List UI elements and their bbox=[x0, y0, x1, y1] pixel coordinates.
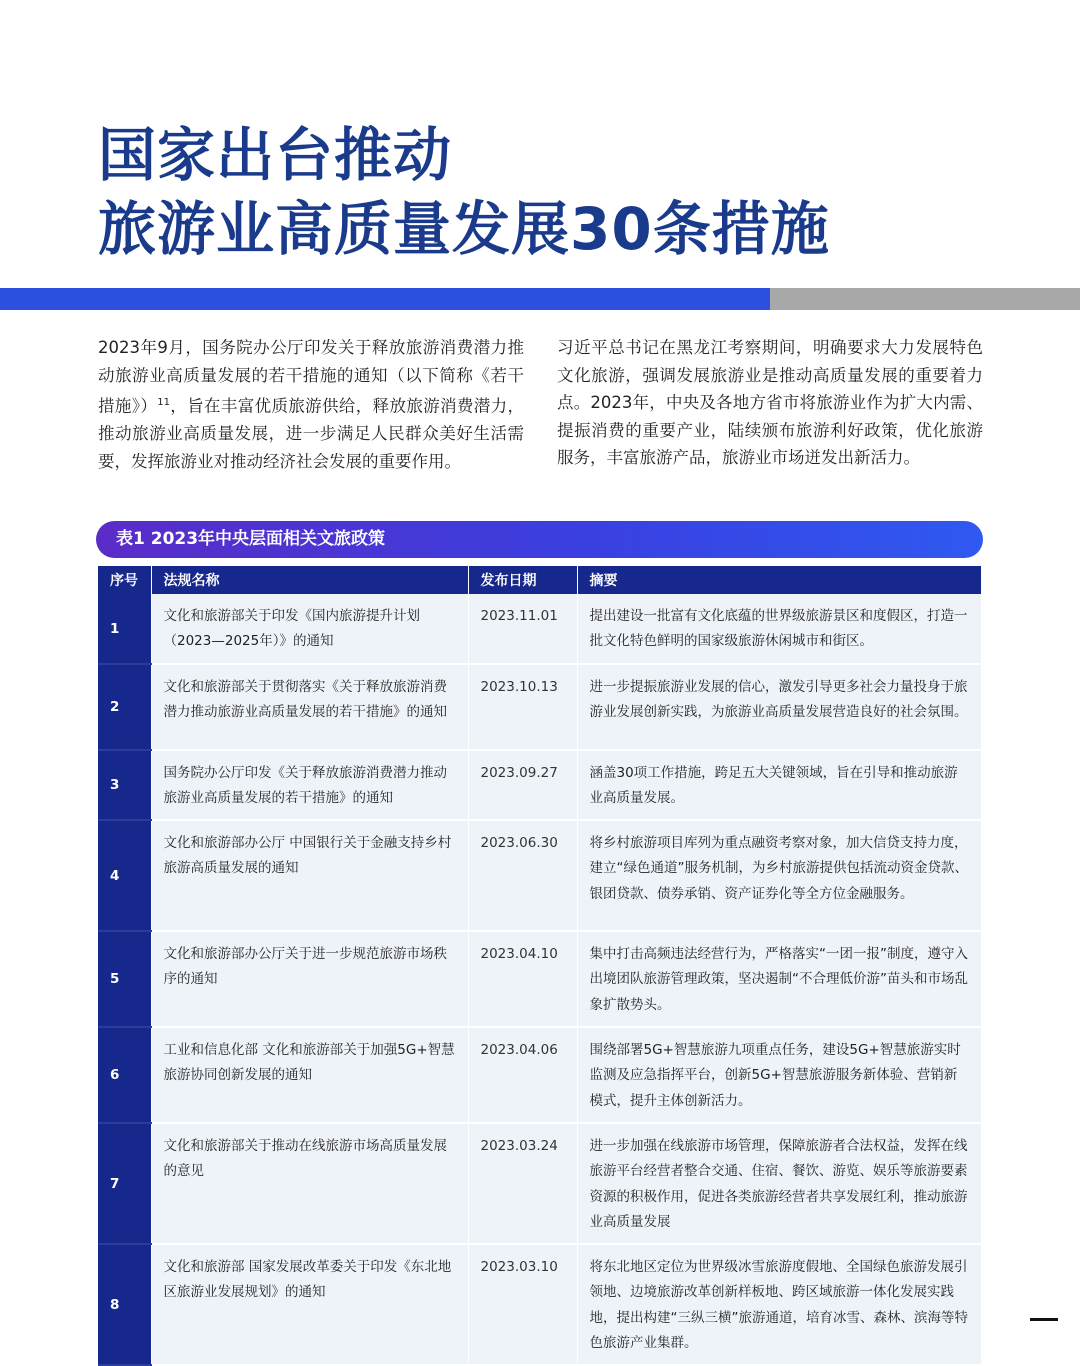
row-date: 2023.09.27 bbox=[468, 750, 577, 821]
table-row bbox=[98, 664, 981, 750]
header-name: 法规名称 bbox=[151, 566, 468, 594]
row-summary: 围绕部署5G+智慧旅游九项重点任务，建设5G+智慧旅游实时监测及应急指挥平台，创新5G+智慧旅游服务新体验、营销新模式，提升主体创新活力。 bbox=[577, 1027, 981, 1123]
row-number: 4 bbox=[98, 820, 151, 931]
intro-paragraph-right: 习近平总书记在黑龙江考察期间，明确要求大力发展特色文化旅游，强调发展旅游业是推动高质量发展的重要着力点。2023年，中央及各地方省市将旅游业作为扩大内需、提振消费的重要产业，陆续颁布旅游利好政策，优化旅游服务，丰富旅游产品，旅游业市场迸发出新活力。 bbox=[557, 338, 983, 467]
intro-paragraph-left bbox=[98, 334, 524, 475]
row-number: 8 bbox=[98, 1244, 151, 1365]
row-date: 2023.11.01 bbox=[468, 594, 577, 664]
row-number: 2 bbox=[98, 664, 151, 750]
row-number: 7 bbox=[98, 1123, 151, 1244]
row-summary: 将东北地区定位为世界级冰雪旅游度假地、全国绿色旅游发展引领地、边境旅游改革创新样板地、跨区域旅游一体化发展实践地，提出构建“三纵三横”旅游通道，培育冰雪、森林、滨海等特色旅游产业集群。 bbox=[577, 1244, 981, 1365]
footnote-ref[interactable]: 11 bbox=[157, 397, 170, 408]
row-summary: 将乡村旅游项目库列为重点融资考察对象，加大信贷支持力度，建立“绿色通道”服务机制，为乡村旅游提供包括流动资金贷款、银团贷款、债券承销、资产证券化等全方位金融服务。 bbox=[577, 820, 981, 931]
row-name: 文化和旅游部关于贯彻落实《关于释放旅游消费潜力推动旅游业高质量发展的若干措施》的通知 bbox=[151, 664, 468, 750]
table-row bbox=[98, 1027, 981, 1123]
header-date: 发布日期 bbox=[468, 566, 577, 594]
page-title bbox=[98, 118, 830, 266]
title-line-2: 旅游业高质量发展30条措施 bbox=[98, 195, 830, 263]
table-row bbox=[98, 931, 981, 1027]
row-summary: 涵盖30项工作措施，跨足五大关键领域，旨在引导和推动旅游业高质量发展。 bbox=[577, 750, 981, 821]
row-name: 文化和旅游部关于推动在线旅游市场高质量发展的意见 bbox=[151, 1123, 468, 1244]
table-header-row bbox=[98, 566, 981, 594]
row-name: 国务院办公厅印发《关于释放旅游消费潜力推动旅游业高质量发展的若干措施》的通知 bbox=[151, 750, 468, 821]
row-summary: 提出建设一批富有文化底蕴的世界级旅游景区和度假区，打造一批文化特色鲜明的国家级旅游休闲城市和街区。 bbox=[577, 594, 981, 664]
title-line-1: 国家出台推动 bbox=[98, 121, 453, 189]
row-number: 1 bbox=[98, 594, 151, 664]
table-row bbox=[98, 820, 981, 931]
row-name: 工业和信息化部 文化和旅游部关于加强5G+智慧旅游协同创新发展的通知 bbox=[151, 1027, 468, 1123]
row-date: 2023.03.24 bbox=[468, 1123, 577, 1244]
table-row bbox=[98, 594, 981, 664]
header-no: 序号 bbox=[98, 566, 151, 594]
row-summary: 集中打击高频违法经营行为，严格落实“一团一报”制度，遵守入出境团队旅游管理政策，坚决遏制“不合理低价游”苗头和市场乱象扩散势头。 bbox=[577, 931, 981, 1027]
row-summary: 进一步加强在线旅游市场管理，保障旅游者合法权益，发挥在线旅游平台经营者整合交通、住宿、餐饮、游览、娱乐等旅游要素资源的积极作用，促进各类旅游经营者共享发展红利，推动旅游业高质量发展 bbox=[577, 1123, 981, 1244]
policy-table bbox=[98, 566, 981, 1366]
accent-band bbox=[0, 288, 1080, 310]
row-name: 文化和旅游部办公厅 中国银行关于金融支持乡村旅游高质量发展的通知 bbox=[151, 820, 468, 931]
corner-mark bbox=[1030, 1318, 1058, 1321]
row-date: 2023.10.13 bbox=[468, 664, 577, 750]
table-row bbox=[98, 1244, 981, 1365]
accent-band-gray bbox=[770, 288, 1080, 310]
row-name: 文化和旅游部 国家发展改革委关于印发《东北地区旅游业发展规划》的通知 bbox=[151, 1244, 468, 1365]
row-number: 3 bbox=[98, 750, 151, 821]
row-name: 文化和旅游部关于印发《国内旅游提升计划（2023—2025年）》的通知 bbox=[151, 594, 468, 664]
row-name: 文化和旅游部办公厅关于进一步规范旅游市场秩序的通知 bbox=[151, 931, 468, 1027]
header-summary: 摘要 bbox=[577, 566, 981, 594]
row-summary: 进一步提振旅游业发展的信心，激发引导更多社会力量投身于旅游业发展创新实践，为旅游业高质量发展营造良好的社会氛围。 bbox=[577, 664, 981, 750]
row-number: 6 bbox=[98, 1027, 151, 1123]
table-row bbox=[98, 1123, 981, 1244]
row-number: 5 bbox=[98, 931, 151, 1027]
row-date: 2023.06.30 bbox=[468, 820, 577, 931]
intro-left-text-b: ，旨在丰富优质旅游供给，释放旅游消费潜力，推动旅游业高质量发展，进一步满足人民群众美好生活需要，发挥旅游业对推动经济社会发展的重要作用。 bbox=[98, 396, 525, 471]
row-date: 2023.04.06 bbox=[468, 1027, 577, 1123]
table-row bbox=[98, 750, 981, 821]
accent-band-blue bbox=[0, 288, 770, 310]
row-date: 2023.04.10 bbox=[468, 931, 577, 1027]
row-date: 2023.03.10 bbox=[468, 1244, 577, 1365]
intro-left-text-a: 2023年9月，国务院办公厅印发关于释放旅游消费潜力推动旅游业高质量发展的若干措施的通知（以下简称《若干措施》） bbox=[98, 338, 524, 416]
table-caption: 表1 2023年中央层面相关文旅政策 bbox=[96, 521, 983, 558]
